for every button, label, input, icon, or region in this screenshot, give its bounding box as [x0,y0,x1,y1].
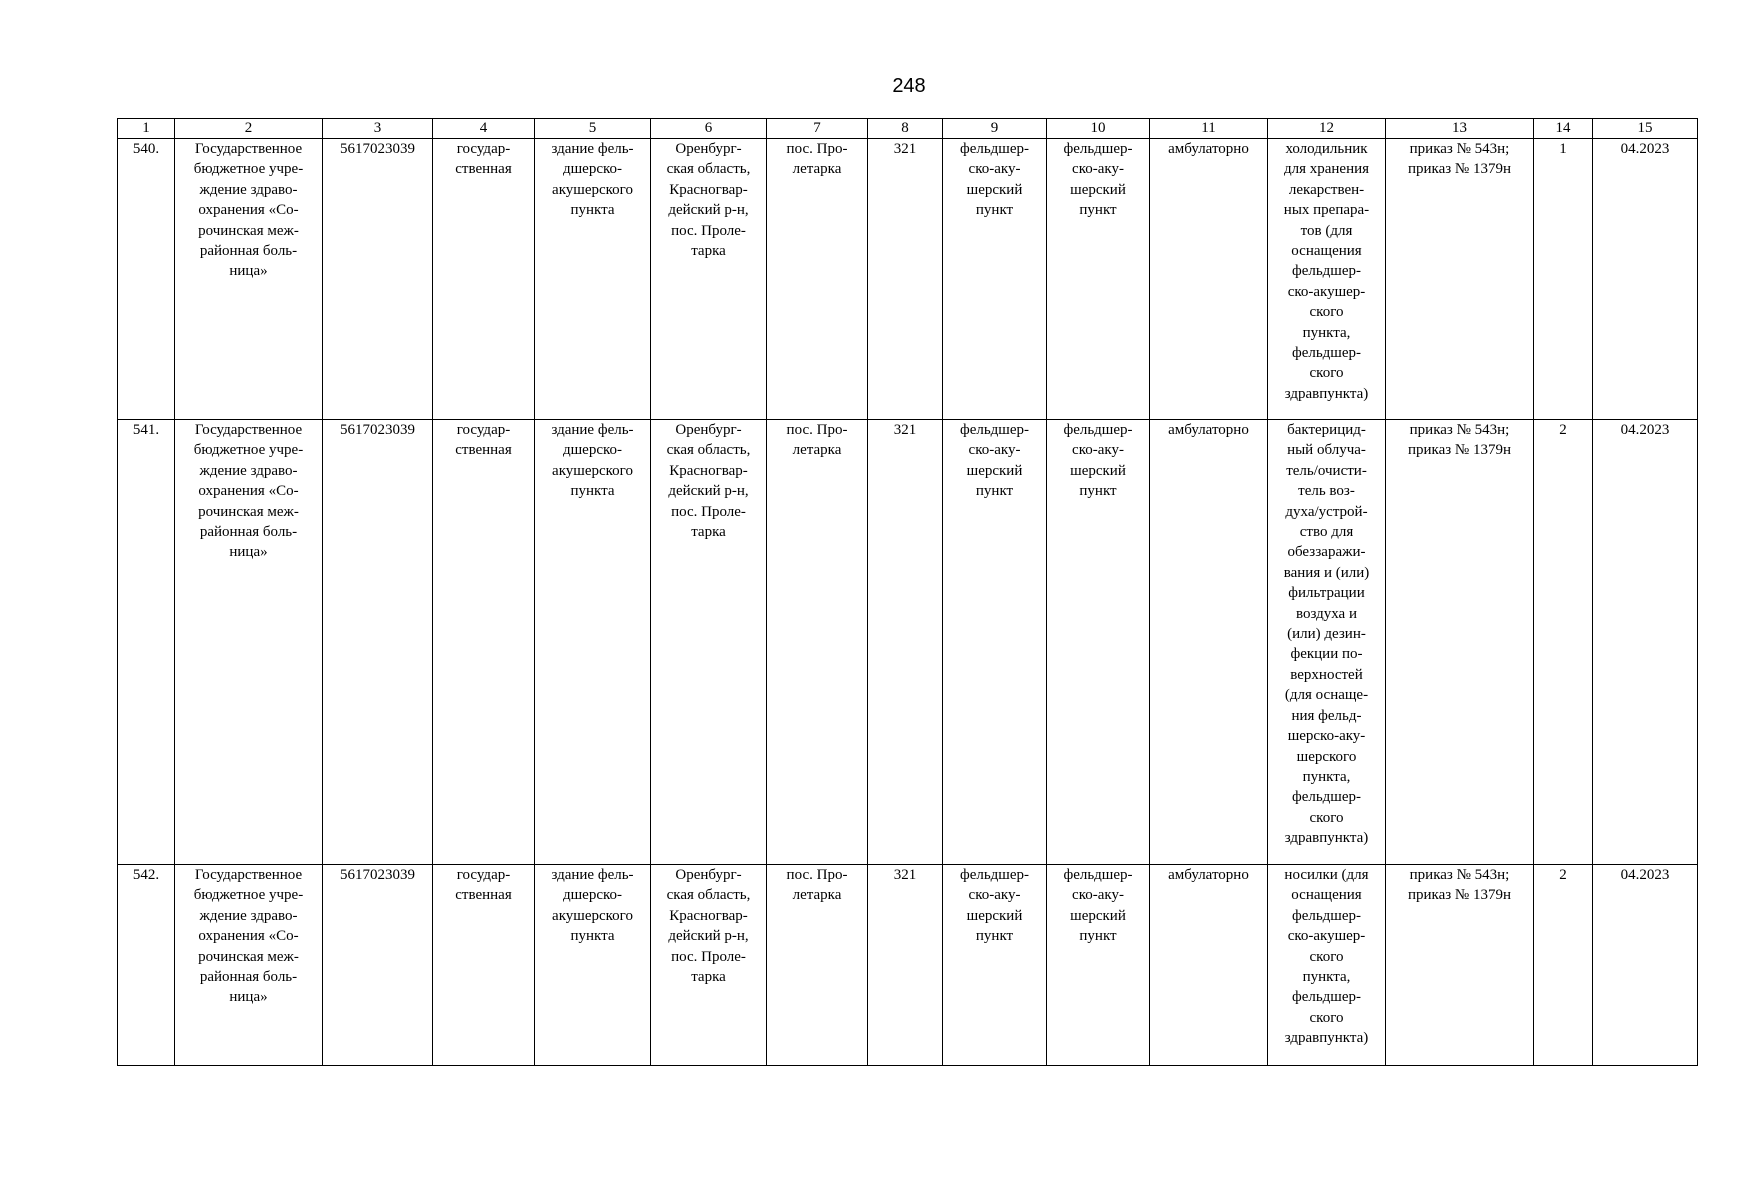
locality: пос. Про- летарка [767,420,868,865]
table-row [118,865,1698,1066]
quantity: 2 [1534,420,1593,865]
orders: приказ № 543н; приказ № 1379н [1386,865,1534,1066]
care-form: амбулаторно [1150,865,1268,1066]
column-header: 3 [323,119,433,139]
organization-name: Государственное бюджетное учре- ждение здраво- охранения «Со- рочинская меж- районная боль- ница» [175,865,323,1066]
building: здание фель- дшерско- акушерского пункта [535,139,651,420]
quantity: 1 [1534,139,1593,420]
unit-name: фельдшер- ско-аку- шерский пункт [1047,139,1150,420]
address: Оренбург- ская область, Красногвар- дейский р-н, пос. Проле- тарка [651,139,767,420]
column-header: 12 [1268,119,1386,139]
ownership-form: государ- ственная [433,139,535,420]
table-row [118,420,1698,865]
unit-name: фельдшер- ско-аку- шерский пункт [1047,420,1150,865]
quantity: 2 [1534,865,1593,1066]
building: здание фель- дшерско- акушерского пункта [535,420,651,865]
column-header: 9 [943,119,1047,139]
equipment: бактерицид- ный облуча- тель/очисти- тель воз- духа/устрой- ство для обеззаражи- вания и (или) фильтрации воздуха и (или) дезин- фекции по- верхностей (для оснаще- ния фельд- шерско-аку- шерского пункта, фельдшер- ского здравпункта) [1268,420,1386,865]
code: 321 [868,865,943,1066]
column-header: 4 [433,119,535,139]
equipment: носилки (для оснащения фельдшер- ско-акушер- ского пункта, фельдшер- ского здравпункта) [1268,865,1386,1066]
unit-type: фельдшер- ско-аку- шерский пункт [943,420,1047,865]
unit-type: фельдшер- ско-аку- шерский пункт [943,865,1047,1066]
row-number: 541. [118,420,175,865]
column-header: 7 [767,119,868,139]
code: 321 [868,139,943,420]
organization-name: Государственное бюджетное учре- ждение здраво- охранения «Со- рочинская меж- районная боль- ница» [175,420,323,865]
inn: 5617023039 [323,139,433,420]
date: 04.2023 [1593,139,1698,420]
locality: пос. Про- летарка [767,865,868,1066]
equipment-registry-table [117,118,1698,1066]
column-header: 2 [175,119,323,139]
column-header: 13 [1386,119,1534,139]
care-form: амбулаторно [1150,139,1268,420]
ownership-form: государ- ственная [433,420,535,865]
locality: пос. Про- летарка [767,139,868,420]
column-header: 15 [1593,119,1698,139]
date: 04.2023 [1593,420,1698,865]
ownership-form: государ- ственная [433,865,535,1066]
column-header: 10 [1047,119,1150,139]
care-form: амбулаторно [1150,420,1268,865]
row-number: 540. [118,139,175,420]
page-number: 248 [892,75,926,97]
inn: 5617023039 [323,420,433,865]
organization-name: Государственное бюджетное учре- ждение здраво- охранения «Со- рочинская меж- районная боль- ница» [175,139,323,420]
equipment: холодильник для хранения лекарствен- ных препара- тов (для оснащения фельдшер- ско-акушер- ского пункта, фельдшер- ского здравпункта) [1268,139,1386,420]
date: 04.2023 [1593,865,1698,1066]
address: Оренбург- ская область, Красногвар- дейский р-н, пос. Проле- тарка [651,865,767,1066]
orders: приказ № 543н; приказ № 1379н [1386,420,1534,865]
table-row [118,139,1698,420]
orders: приказ № 543н; приказ № 1379н [1386,139,1534,420]
unit-name: фельдшер- ско-аку- шерский пункт [1047,865,1150,1066]
column-header: 8 [868,119,943,139]
unit-type: фельдшер- ско-аку- шерский пункт [943,139,1047,420]
column-header: 5 [535,119,651,139]
address: Оренбург- ская область, Красногвар- дейский р-н, пос. Проле- тарка [651,420,767,865]
building: здание фель- дшерско- акушерского пункта [535,865,651,1066]
inn: 5617023039 [323,865,433,1066]
column-header: 14 [1534,119,1593,139]
row-number: 542. [118,865,175,1066]
column-header: 1 [118,119,175,139]
code: 321 [868,420,943,865]
column-header: 6 [651,119,767,139]
column-header: 11 [1150,119,1268,139]
column-number-header-row [118,119,1698,139]
